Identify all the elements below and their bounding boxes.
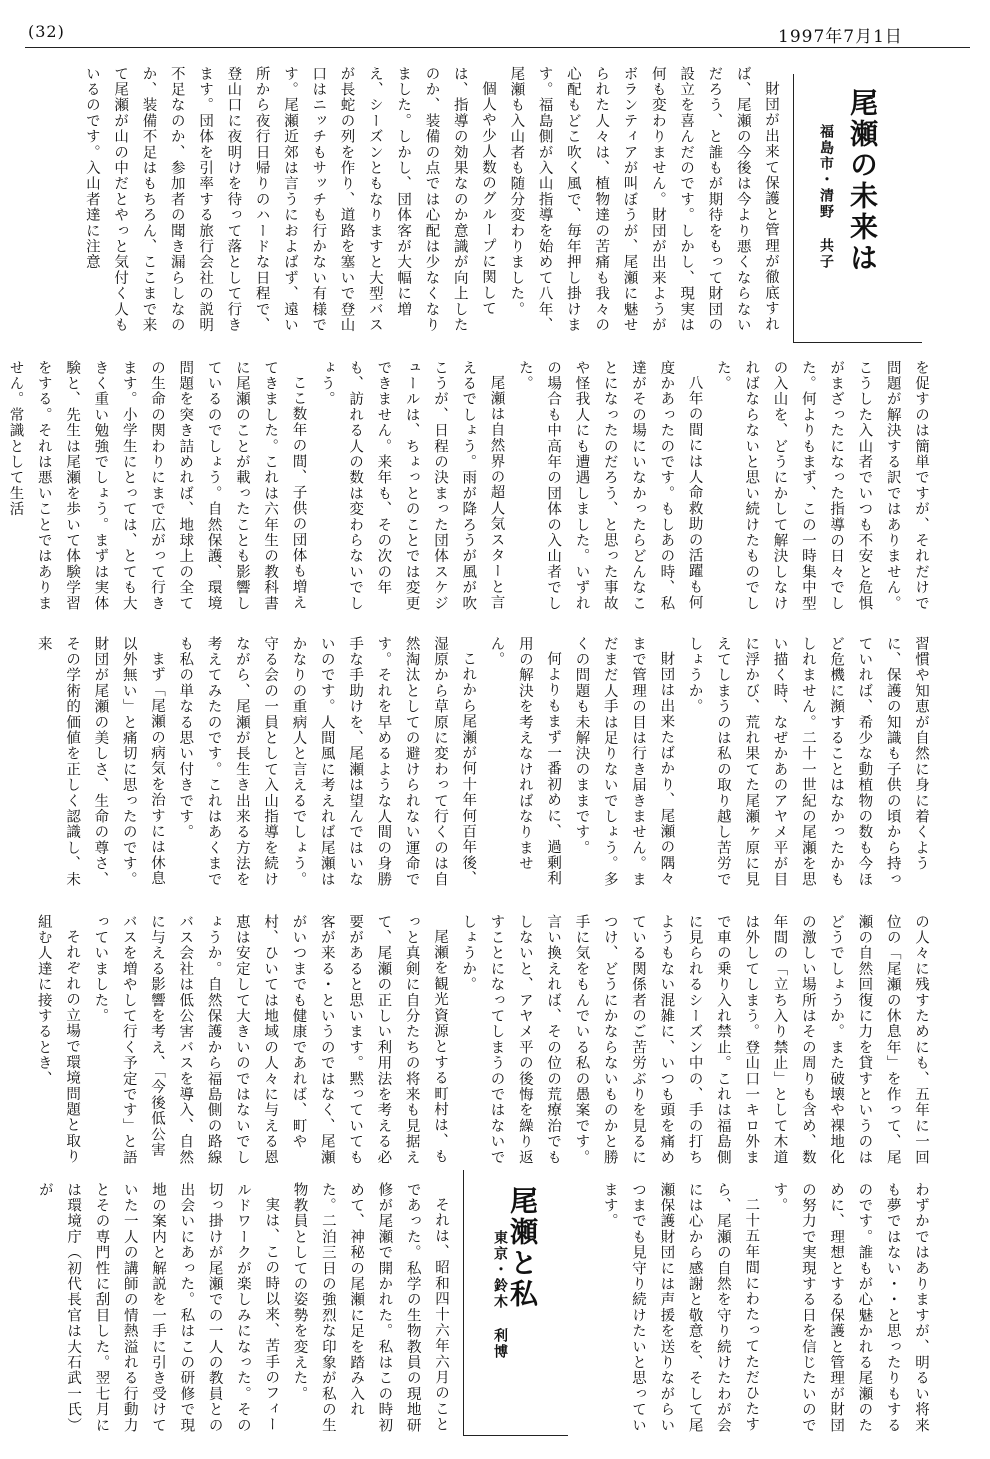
article2-title: 尾瀬と私 bbox=[506, 1186, 539, 1310]
paragraph: の人々に残すためにも、五年に一回位の「尾瀬の休息年」を作って、尾瀬の自然回復に力を貸すというのはどうでしょうか。また破壊や裸地化の激しい場所はその周りも含め、数年間の「立ち入り禁止」として木道は外してしまう。登山口一キロ外まで車の乗り入れ禁止。これは福島側に見られるシーズン中の、手の打ちようもない混雑に、いつも頭を痛めている関係者のご苦労ぶりを見るにつけ、どうにかならないものかと勝手に気をもんでいる私の愚案です。言い換えれば、その位の荒療治でもしないと、アヤメ平の後悔を繰り返すことになってしまうのではないでしょうか。 bbox=[460, 914, 929, 1166]
article1-column-2 bbox=[7, 360, 935, 625]
article1-author: 福島市・清野 共子 bbox=[818, 124, 834, 270]
article1-column-4 bbox=[25, 914, 935, 1168]
paragraph: 八年の間には人命救助の活躍も何度かあったのです。もしあの時、私達がその場にいなかったらどんなことになったのだろう、と思った事故や怪我人にも遭遇しました。いずれの場合も中高年の団体の入山者でした。 bbox=[516, 360, 703, 612]
paragraph: これから尾瀬が何十年何百年後、湿原から草原に変わって行くのは自然淘汰としての避けられない運命です。それを早めるような人間の身勝手な手助けを、尾瀬は望んではいないのです。人間風に考えれば尾瀬はかなりの重病人と言えるでしょう。守る会の一員として入山指導を続けながら、尾瀬が長生き出来る方法を考えてみたのです。これはあくまでも私の単なる思い付きです。 bbox=[177, 636, 477, 888]
paragraph: 財団は出来たばかり、尾瀬の隅々まで管理の目は行き届きません。まだまだ人手は足りないでしょう。多くの問題も未解決のままです。 bbox=[573, 636, 675, 888]
page-number: (32) bbox=[28, 22, 65, 41]
paragraph: 習慣や知恵が自然に身に着くように、保護の知識も子供の頃から持っていれば、希少な動植物の数も今ほど危機に瀕することはなかったかもしれません。二十一世紀の尾瀬を思い描く時、なぜかあのアヤメ平が目に浮かび、荒れ果てた尾瀬ヶ原に見えてしまうのは私の取り越し苦労でしょうか。 bbox=[686, 636, 929, 888]
paragraph: を促すのは簡単ですが、それだけで問題が解決する訳ではありません。こうした入山者でいつも不安と危惧がまざったになった指導の日々でした。何よりもまず、この一時集中型の入山を、どうにかして解決しなければならないと思い続けたものでした。 bbox=[714, 360, 929, 612]
article1-title: 尾瀬の未来は bbox=[846, 88, 879, 274]
issue-date: 1997年7月1日 bbox=[778, 27, 903, 47]
article2-author: 東京・鈴木 利博 bbox=[492, 1230, 508, 1360]
paragraph: ここ数年の間、子供の団体も増えてきました。これは六年生の教科書に尾瀬のことが載ったことも影響しているのでしょう。自然保護、環境問題を突き詰めれば、地球上の全ての生命の関わりにまで広がって行きます。小学生にとっては、とても大きく重い勉強でしょう。まずは実体験と、先生は尾瀬を歩いて体験学習をする。それは悪いことではありません。常識として生活 bbox=[7, 360, 307, 612]
header-rule bbox=[25, 47, 970, 48]
paragraph: 実は、この時以来、苦手のフィールドワークが楽しみになった。その切っ掛けが尾瀬での一人の教員との出会いにあった。私はこの研修で現地の案内と解説を一手に引き受けていた一人の講師の情熱溢れる行動力とその専門性に刮目した。翌七月には環境庁（初代長官は大石武一氏）が bbox=[36, 1182, 280, 1434]
article1-title-box bbox=[793, 74, 922, 343]
article2-title-box bbox=[463, 1170, 568, 1436]
paragraph: 財団が出来て保護と管理が徹底すれば、尾瀬の今後は今より悪くならないだろう、と誰もが期待をもって財団の設立を喜んだのです。しかし、現実は何も変わりません。財団が出来ようがボランティアが叫ぼうが、尾瀬に魅せられた人々は、植物達の苦痛も我々の心配もどこ吹く風で、毎年押し掛けます。福島側が入山指導を始めて八年、尾瀬も入山者も随分変わりました。 bbox=[508, 66, 779, 333]
paragraph: 尾瀬を観光資源とする町村は、もっと真剣に自分たちの将来も見据えて、尾瀬の正しい利用法を考える必要があると思います。黙っていても客が来る・というのではなく、尾瀬がいつまでも健康であれば、町や村、ひいては地域の人々に与える恩恵は安定して大きいのではないでしょうか。自然保護から福島側の路線バス会社は低公害バスを導入、自然に与える影響を考え、「今後低公害バスを増やして行く予定です」と語っていました。 bbox=[92, 914, 448, 1166]
paragraph: それは、昭和四十六年六月のことであった。私学の生物教員の現地研修が尾瀬で開かれた。私はこの時初めて、神秘の尾瀬に足を踏み入れた。二泊三日の強烈な印象が私の生物教員としての姿勢を変えた。 bbox=[291, 1182, 449, 1434]
paragraph: 二十五年間にわたってただひたすら、尾瀬の自然を守り続けたわが会には心から感謝と敬意を、そして尾瀬保護財団には声援を送りながらいつまでも見守り続けたいと思っています。 bbox=[601, 1182, 760, 1434]
paragraph: 個人や少人数のグループに関しては、指導の効果なのか意識が向上したのか、装備の点では心配は少なくなりました。しかし、団体客が大幅に増え、シーズンともなりますと大型バスが長蛇の列を作り、道路を塞いで登山口はニッチもサッチも行かない有様です。尾瀬近郊は言うにおよばず、遠い所から夜行日帰りのハードな日程で、登山口に夜明けを待って落として行きます。団体を引率する旅行会社の説明不足なのか、参加者の聞き漏らしなのか、装備不足はもちろん、ここまで来て尾瀬が山の中だとやっと気付く人もいるのです。入山者達に注意 bbox=[83, 66, 497, 333]
article1-column-1 bbox=[25, 66, 785, 342]
paragraph: 尾瀬は自然界の超人気スターと言えるでしょう。雨が降ろうが風が吹こうが、日程の決まった団体スケジュールは、ちょっとのことでは変更できません。来年も、その次の年も、訪れる人の数は変わらないでしょう。 bbox=[318, 360, 505, 612]
paragraph: 何よりもまず一番初めに、過剰利用の解決を考えなければなりません。 bbox=[488, 636, 562, 886]
article1-column-5 bbox=[592, 1182, 935, 1442]
article1-column-3 bbox=[25, 636, 935, 901]
paragraph: わずかではありますが、明るい将来も夢ではない・・と思ったりもするのです。誰もが心魅かれる尾瀬のために、理想とする保護と管理が財団の努力で実現する日を信じたいのです。 bbox=[771, 1182, 929, 1434]
article2-body bbox=[25, 1182, 455, 1442]
paragraph: それぞれの立場で環境問題と取り組む人達に接するとき、 bbox=[35, 914, 81, 1164]
paragraph: まず「尾瀬の病気を治すには休息以外無い」と痛切に思ったのです。財団が尾瀬の美しさ、生命の尊さ、その学術的価値を正しく認識し、未来 bbox=[35, 636, 165, 888]
